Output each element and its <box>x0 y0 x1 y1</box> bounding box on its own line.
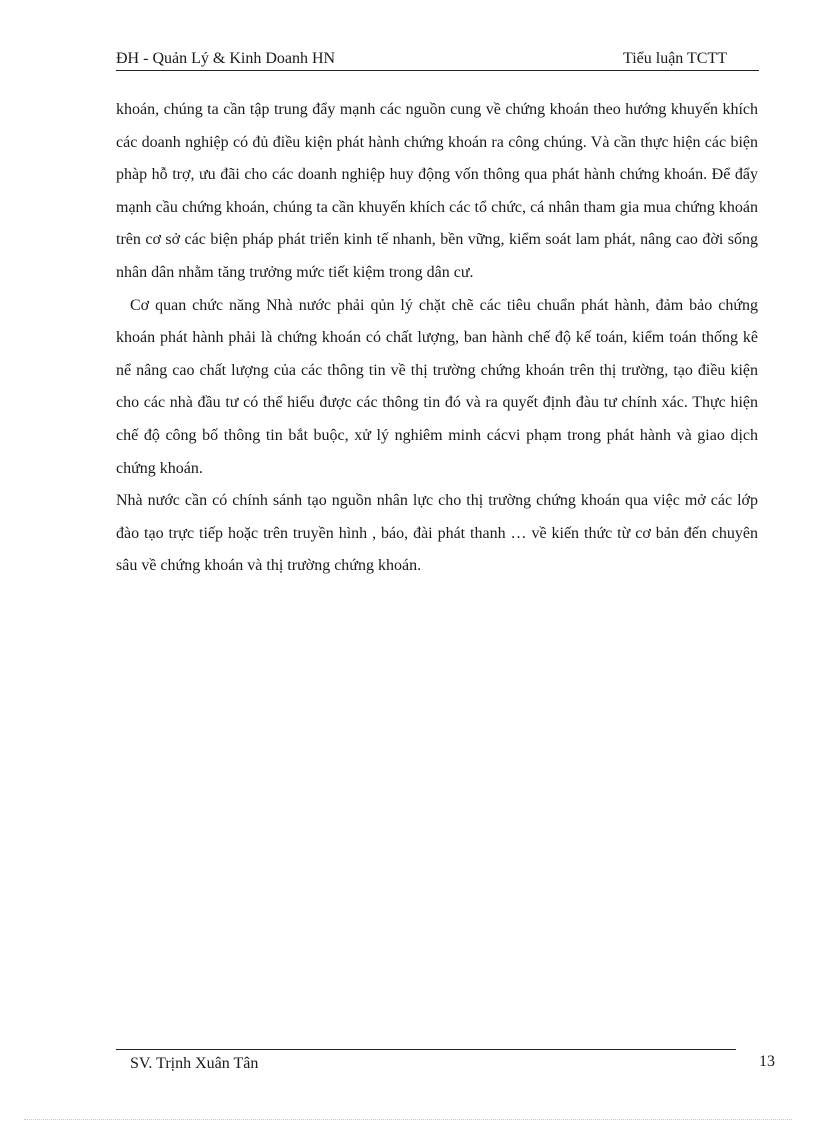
body-text <box>116 94 758 583</box>
footer-divider <box>116 1049 736 1050</box>
header-institution: ĐH - Quản Lý & Kinh Doanh HN <box>116 50 336 67</box>
footer-author: SV. Trịnh Xuân Tân <box>130 1055 259 1072</box>
page-bottom-edge <box>24 1119 792 1120</box>
page-number: 13 <box>759 1053 775 1070</box>
page-header <box>116 46 759 71</box>
paragraph-2: Cơ quan chức năng Nhà nước phải qủn lý chặt chẽ các tiêu chuẩn phát hành, đảm bảo chứng khoán phát hành phải là chứng khoán có chất lượng, ban hành chế độ kế toán, kiểm toán thống kê nể nâng cao chất lượng của các thông tin về thị trường chứng khoán trên thị trường, tạo điều kiện cho các nhà đầu tư có thể hiểu được các thông tin đó và ra quyết định đàu tư chính xác. Thực hiện chế độ công bố thông tin bắt buộc, xử lý nghiêm minh cácvi phạm trong phát hành và giao dịch chứng khoán. <box>116 296 758 477</box>
paragraph-1: khoán, chúng ta cần tập trung đẩy mạnh các nguồn cung về chứng khoán theo hướng khuyến khích các doanh nghiệp có đủ điều kiện phát hành chứng khoán ra công chúng. Và cần thực hiện các biện phàp hỗ trợ, ưu đãi cho các doanh nghiệp huy động vốn thông qua phát hành chứng khoán. Để đẩy mạnh cầu chứng khoán, chúng ta cần khuyến khích các tổ chức, cá nhân tham gia mua chứng khoán trên cơ sở các biện pháp phát triển kinh tế nhanh, bền vững, kiểm soát lam phát, nâng cao đời sống nhân dân nhằm tăng trưởng mức tiết kiệm trong dân cư. <box>116 101 758 281</box>
paragraph-3: Nhà nước cần có chính sánh tạo nguồn nhân lực cho thị trường chứng khoán qua việc mở các lớp đào tạo trực tiếp hoặc trên truyền hình , báo, đài phát thanh … về kiến thức từ cơ bản đến chuyên sâu về chứng khoán và thị trường chứng khoán. <box>116 492 758 575</box>
header-document-title: Tiểu luận TCTT <box>622 50 727 67</box>
